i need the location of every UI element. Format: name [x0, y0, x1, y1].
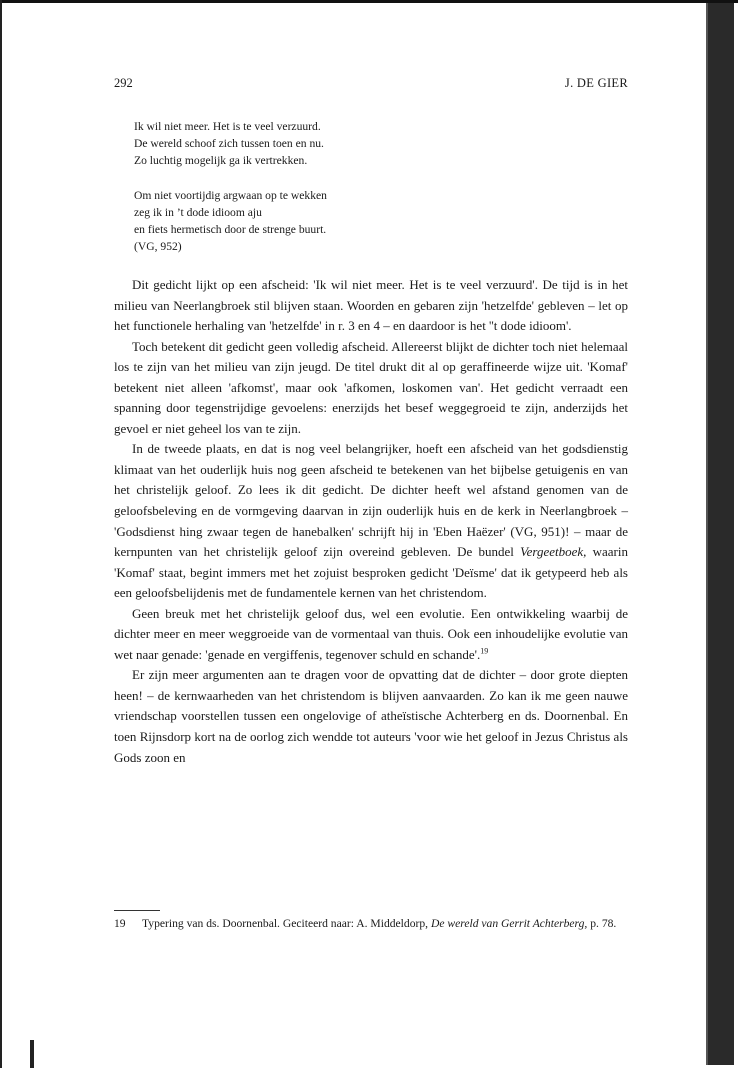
poem-line: en fiets hermetisch door de strenge buurt.: [134, 223, 327, 237]
paragraph: Dit gedicht lijkt op een afscheid: 'Ik wil niet meer. Het is te veel verzuurd'. De tijd is in het milieu van Neerlangbroek stil blijven staan. Woorden en gebaren zijn 'hetzelfde' gebleven – let op het functionele herhaling van 'hetzelfde' in r. 3 en 4 – en daardoor is het ''t dode idioom'.: [114, 277, 628, 334]
footnote-book-title: De wereld van Gerrit Achterberg,: [430, 917, 588, 930]
poem-quote: [134, 118, 327, 272]
running-head-author: J. DE GIER: [564, 76, 628, 90]
page-number: 292: [114, 76, 133, 90]
footnote-text-tail: p. 78.: [587, 917, 617, 930]
paragraph: [114, 604, 628, 666]
poem-stanza-1: [134, 118, 327, 170]
book-title: Vergeetboek,: [520, 544, 587, 560]
poem-line: Ik wil niet meer. Het is te veel verzuurd.: [134, 120, 321, 133]
footnote: [114, 916, 628, 931]
footnote-text-lead: Typering van ds. Doornenbal. Geciteerd naar: A. Middeldorp,: [142, 917, 431, 930]
footnote-text: [142, 916, 628, 931]
poem-stanza-2: [134, 187, 327, 256]
scan-border-left: [0, 0, 2, 1068]
paragraph: Er zijn meer argumenten aan te dragen voor de opvatting dat de dichter – door grote diepten heen! – de kernwaarheden van het christendom is blijven aanvaarden. Zo kan ik me geen nauwe vriendschap voorstellen tussen een ongelovige of atheïstische Achterberg en ds. Doornenbal. En toen Rijnsdorp kort na de oorlog zich wendde tot auteurs 'voor wie het geloof in Jezus Christus als Gods zoon en: [114, 667, 628, 765]
footnote-number: 19: [114, 917, 126, 930]
poem-line: De wereld schoof zich tussen toen en nu.: [134, 137, 324, 151]
poem-line: Om niet voortijdig argwaan op te wekken: [134, 188, 327, 202]
poem-citation: (VG, 952): [134, 240, 182, 254]
paragraph-text: waarin 'Komaf' staat, begint immers met het zojuist besproken gedicht 'Deïsme' dat ik getypeerd heb als een geloofsbelijdenis met de fundamentele kernen van het christendom.: [114, 544, 628, 601]
footnote-reference: 19: [480, 646, 489, 656]
poem-line: Zo luchtig mogelijk ga ik vertrekken.: [134, 154, 308, 168]
paragraph: [114, 439, 628, 603]
paragraph-text: Geen breuk met het christelijk geloof dus, wel een evolutie. Een ontwikkeling waarbij de dichter meer en meer weggroeide van de vormentaal van thuis. Ook een inhoudelijke evolutie van wet naar genade: 'genade en vergiffenis, tegenover schuld en schande'.: [114, 605, 628, 662]
scan-border-top: [0, 0, 738, 3]
paragraph-text: In de tweede plaats, en dat is nog veel belangrijker, hoeft een afscheid van het godsdienstig klimaat van het ouderlijk huis nog geen afscheid te betekenen van het bijbelse getuigenis en van het christelijk geloof. Zo lees ik dit gedicht. De dichter heeft wel afstand genomen van de geloofsbeleving en de vormgeving daarvan in zijn ouderlijk huis en de kerk in Neerlangbroek – 'Godsdienst hing zwaar tegen de hanebalken' schrijft hij in 'Eben Haëzer' (VG, 951)! – maar de kernpunten van het christelijk geloof zijn overeind gebleven. De bundel: [114, 441, 628, 560]
paragraph: Toch betekent dit gedicht geen volledig afscheid. Allereerst blijkt de dichter toch niet helemaal los te zijn van het milieu van zijn jeugd. De titel drukt dit al op geraffineerde wijze uit. 'Komaf' betekent niet alleen 'afkomst', maar ook 'afkomen, loskomen van'. Het gedicht verraadt een spanning door tegenstrijdige gevoelens: enerzijds het besef weggegroeid te zijn, anderzijds het gevoel er niet geheel los van te zijn.: [114, 338, 628, 436]
footnote-rule: [114, 910, 160, 911]
scan-mark-bottom-left: [30, 1040, 34, 1068]
running-head: [114, 76, 628, 92]
body-text: [114, 275, 628, 768]
poem-line: zeg ik in ’t dode idioom aju: [134, 205, 262, 219]
scan-border-right: [708, 3, 734, 1065]
